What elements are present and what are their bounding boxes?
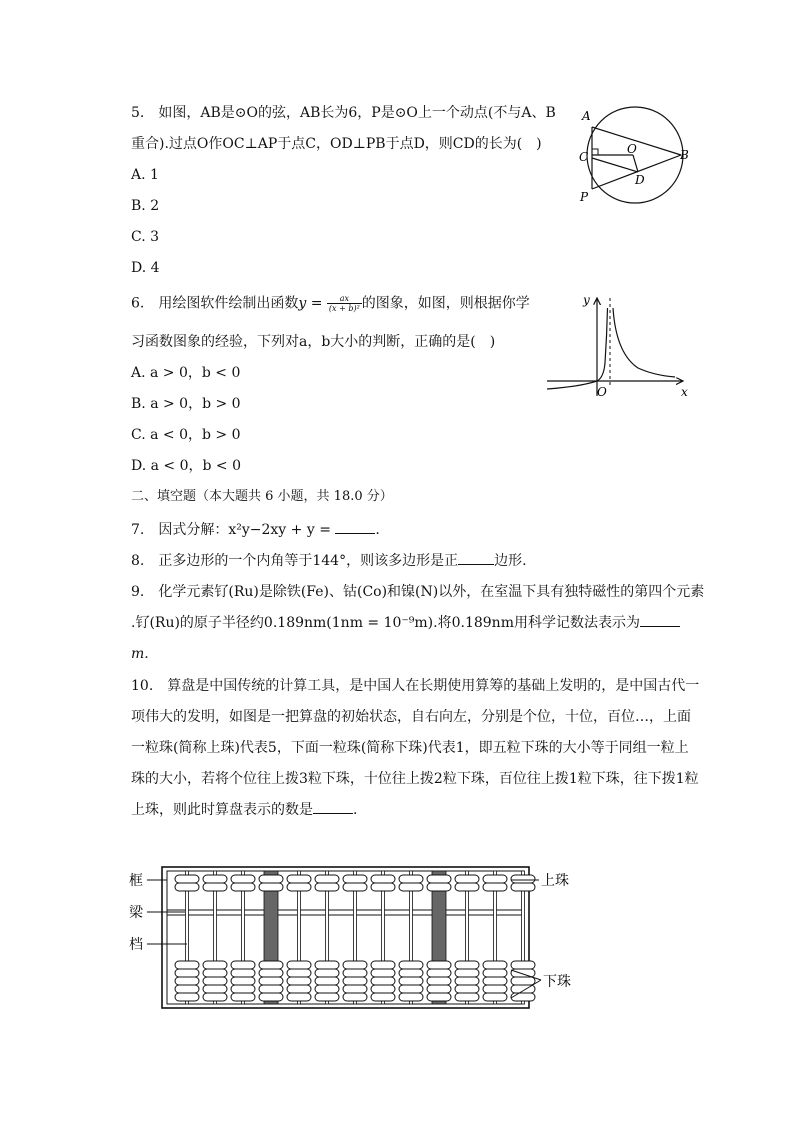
abacus-lower-bead xyxy=(203,993,227,1001)
q5-circle-figure xyxy=(575,105,695,210)
abacus-upper-bead xyxy=(399,883,423,891)
abacus-lower-bead xyxy=(315,977,339,985)
abacus-lower-bead xyxy=(455,985,479,993)
q6-frac-den: (x + b)² xyxy=(328,304,360,313)
abacus-upper-bead xyxy=(203,875,227,883)
abacus-lower-bead xyxy=(483,969,507,977)
abacus-lower-bead xyxy=(343,985,367,993)
q10-blank xyxy=(313,801,353,814)
q5-label-c: C xyxy=(579,150,589,164)
abacus-lower-bead xyxy=(483,961,507,969)
abacus-lower-bead xyxy=(343,969,367,977)
abacus-lower-bead xyxy=(203,961,227,969)
q6-function-graph xyxy=(543,288,693,403)
abacus-upper-bead xyxy=(511,883,535,891)
abacus-upper-bead xyxy=(259,883,283,891)
q5-label-o: O xyxy=(627,142,637,156)
q5-option-c: C. 3 xyxy=(131,229,160,245)
abacus-lower-bead xyxy=(511,969,535,977)
q10-line2: 项伟大的发明，如图是一把算盘的初始状态，自右向左，分别是个位，十位，百位…，上面 xyxy=(131,709,691,725)
abacus-label-upper: 上珠 xyxy=(541,873,569,889)
q7 xyxy=(131,521,380,539)
q9-line2-text: .钌(Ru)的原子半径约0.189nm(1nm = 10⁻⁹m).将0.189nm用科学记数法表示为 xyxy=(131,615,640,631)
q10-line5 xyxy=(131,801,357,819)
abacus-upper-bead xyxy=(427,875,451,883)
abacus-lower-bead xyxy=(511,993,535,1001)
abacus-lower-bead xyxy=(483,977,507,985)
q5-label-d: D xyxy=(635,173,645,187)
abacus-lower-bead xyxy=(175,993,199,1001)
abacus-lower-bead xyxy=(343,993,367,1001)
abacus-label-rod: 档 xyxy=(129,937,143,953)
abacus-lower-bead xyxy=(259,969,283,977)
abacus-lower-bead xyxy=(483,985,507,993)
abacus-lower-bead xyxy=(343,977,367,985)
abacus-lower-bead xyxy=(259,961,283,969)
abacus-lower-bead xyxy=(287,993,311,1001)
abacus-lower-bead xyxy=(399,977,423,985)
abacus-lower-bead xyxy=(175,961,199,969)
abacus-lower-bead xyxy=(231,985,255,993)
q10-end: . xyxy=(353,802,358,818)
abacus-lower-bead xyxy=(259,977,283,985)
abacus-lower-bead xyxy=(427,961,451,969)
abacus-lower-bead xyxy=(259,985,283,993)
abacus-upper-bead xyxy=(287,875,311,883)
abacus-upper-bead xyxy=(455,883,479,891)
abacus-upper-bead xyxy=(455,875,479,883)
abacus-upper-bead xyxy=(259,875,283,883)
q10-line3: 一粒珠(简称上珠)代表5，下面一粒珠(简称下珠)代表1，即五粒下珠的大小等于同组一粒上 xyxy=(131,740,689,756)
q7-text: 7. 因式分解：x²y−2xy + y = xyxy=(131,522,336,538)
abacus-lower-bead xyxy=(231,961,255,969)
q6-line2: 习函数图象的经验，下列对a，b大小的判断，正确的是( ) xyxy=(131,334,496,350)
abacus-lower-bead xyxy=(259,993,283,1001)
q10-line4: 珠的大小，若将个位往上拨3粒下珠，十位往上拨2粒下珠，百位往上拨1粒下珠，往下拨1粒 xyxy=(131,771,699,787)
abacus-lower-bead xyxy=(287,969,311,977)
abacus-lower-bead xyxy=(483,993,507,1001)
abacus-lower-bead xyxy=(315,993,339,1001)
q6-option-c: C. a < 0，b > 0 xyxy=(131,427,241,443)
abacus-lower-bead xyxy=(287,977,311,985)
q6-prefix: 6. 用绘图软件绘制出函数 xyxy=(131,295,299,312)
abacus-label-beam: 梁 xyxy=(129,905,143,921)
q5-option-a: A. 1 xyxy=(131,167,159,183)
abacus-lower-bead xyxy=(399,985,423,993)
q6-option-d: D. a < 0，b < 0 xyxy=(131,458,242,474)
abacus-lower-bead xyxy=(455,993,479,1001)
abacus-lower-bead xyxy=(175,977,199,985)
abacus-lower-bead xyxy=(371,993,395,1001)
abacus-upper-bead xyxy=(343,875,367,883)
abacus-lower-bead xyxy=(231,969,255,977)
abacus-upper-bead xyxy=(175,875,199,883)
q6-func-y: y = xyxy=(298,295,327,312)
abacus-upper-bead xyxy=(231,883,255,891)
abacus-lower-bead xyxy=(511,961,535,969)
q6-suffix: 的图象，如图，则根据你学 xyxy=(361,295,530,312)
q6-option-b: B. a > 0，b > 0 xyxy=(131,396,241,412)
q6-fraction xyxy=(327,294,362,313)
abacus-lower-bead xyxy=(203,985,227,993)
q5-option-b: B. 2 xyxy=(131,198,160,214)
abacus-upper-bead xyxy=(287,883,311,891)
abacus-lower-bead xyxy=(427,985,451,993)
q7-blank xyxy=(335,521,375,534)
abacus-figure xyxy=(125,862,585,1012)
abacus-lower-bead xyxy=(427,993,451,1001)
abacus-upper-bead xyxy=(315,883,339,891)
abacus-upper-bead xyxy=(203,883,227,891)
abacus-lower-bead xyxy=(203,969,227,977)
abacus-upper-bead xyxy=(343,883,367,891)
abacus-lower-bead xyxy=(427,977,451,985)
abacus-lower-bead xyxy=(371,985,395,993)
abacus-lower-bead xyxy=(175,969,199,977)
abacus-lower-bead xyxy=(315,969,339,977)
abacus-upper-bead xyxy=(315,875,339,883)
abacus-lower-bead xyxy=(399,993,423,1001)
abacus-lower-bead xyxy=(175,985,199,993)
abacus-upper-bead xyxy=(231,875,255,883)
abacus-lower-bead xyxy=(231,993,255,1001)
abacus-upper-bead xyxy=(175,883,199,891)
abacus-upper-bead xyxy=(371,875,395,883)
abacus-lower-bead xyxy=(231,977,255,985)
abacus-upper-bead xyxy=(371,883,395,891)
abacus-lower-bead xyxy=(287,961,311,969)
q9-line2 xyxy=(131,614,680,632)
abacus-label-lower: 下珠 xyxy=(543,974,571,990)
q8-end: 边形. xyxy=(494,553,527,569)
q8 xyxy=(131,552,527,570)
q6-line1 xyxy=(131,294,530,313)
q5-line2: 重合).过点O作OC⊥AP于点C，OD⊥PB于点D，则CD的长为( ) xyxy=(131,136,542,152)
q6-label-y: y xyxy=(583,293,590,307)
section-heading: 二、填空题（本大题共 6 小题，共 18.0 分） xyxy=(131,489,393,504)
q9-line1: 9. 化学元素钌(Ru)是除铁(Fe)、钴(Co)和镍(N)以外，在室温下具有独特磁性的第四个元素 xyxy=(131,584,705,600)
abacus-lower-bead xyxy=(455,969,479,977)
q7-end: . xyxy=(375,522,380,538)
q10-line1: 10. 算盘是中国传统的计算工具，是中国人在长期使用算筹的基础上发明的，是中国古代一 xyxy=(131,678,700,694)
abacus-upper-bead xyxy=(511,875,535,883)
abacus-lower-bead xyxy=(399,969,423,977)
abacus-lower-bead xyxy=(287,985,311,993)
q5-option-d: D. 4 xyxy=(131,260,160,276)
abacus-upper-bead xyxy=(483,883,507,891)
abacus-upper-bead xyxy=(483,875,507,883)
q6-option-a: A. a > 0，b < 0 xyxy=(131,365,241,381)
abacus-lower-bead xyxy=(343,961,367,969)
abacus-lower-bead xyxy=(371,969,395,977)
abacus-lower-bead xyxy=(427,969,451,977)
abacus-lower-bead xyxy=(315,961,339,969)
q5-label-a: A xyxy=(582,109,591,123)
abacus-lower-bead xyxy=(315,985,339,993)
q8-blank xyxy=(458,552,494,565)
q6-label-x: x xyxy=(681,385,688,399)
q9-blank xyxy=(640,614,680,627)
abacus-lower-bead xyxy=(455,977,479,985)
q5-label-p: P xyxy=(580,190,589,204)
abacus-upper-bead xyxy=(427,883,451,891)
q10-line5-text: 上珠，则此时算盘表示的数是 xyxy=(131,802,313,818)
q6-frac-num: ax xyxy=(327,294,362,304)
q8-text: 8. 正多边形的一个内角等于144°，则该多边形是正 xyxy=(131,553,459,569)
q5-line1: 5. 如图，AB是⊙O的弦，AB长为6，P是⊙O上一个动点(不与A、B xyxy=(131,105,556,121)
q5-label-b: B xyxy=(680,148,689,162)
abacus-lower-bead xyxy=(371,977,395,985)
abacus-lower-bead xyxy=(455,961,479,969)
abacus-lower-bead xyxy=(203,977,227,985)
abacus-lower-bead xyxy=(399,961,423,969)
abacus-upper-bead xyxy=(399,875,423,883)
q9-line3: m. xyxy=(131,646,149,662)
abacus-lower-bead xyxy=(371,961,395,969)
abacus-lower-bead xyxy=(511,977,535,985)
q6-label-o: O xyxy=(597,385,607,399)
abacus-label-frame: 框 xyxy=(129,873,143,889)
